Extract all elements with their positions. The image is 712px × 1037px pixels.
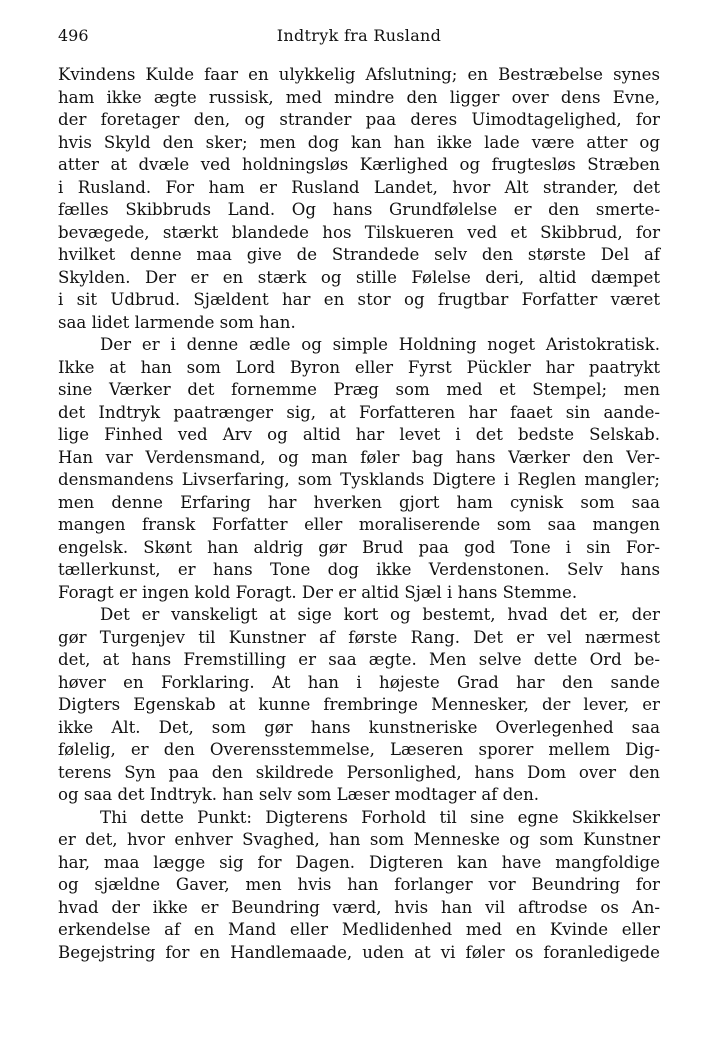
text-line: hvad der ikke er Beundring værd, hvis han vil aftrodse os An- xyxy=(58,897,660,917)
text-line: bevægede, stærkt blandede hos Tilskueren ved et Skibbrud, for xyxy=(58,222,660,242)
text-line: hvis Skyld den sker; men dog kan han ikke lade være atter og xyxy=(58,132,660,152)
text-line: Begejstring for en Handlemaade, uden at vi føler os foranledigede xyxy=(58,942,660,962)
text-line: og sjældne Gaver, men hvis han forlanger vor Beundring for xyxy=(58,875,660,894)
text-line: fælles Skibbruds Land. Og hans Grundfølelse er den smerte- xyxy=(58,200,660,219)
body-text xyxy=(58,64,660,964)
text-line: det Indtryk paatrænger sig, at Forfatteren har faaet sin aande- xyxy=(58,402,660,422)
text-line: lige Finhed ved Arv og altid har levet i det bedste Selskab. xyxy=(58,425,660,444)
text-line: det, at hans Fremstilling er saa ægte. Men selve dette Ord be- xyxy=(58,650,660,669)
text-line: Digters Egenskab at kunne frembringe Mennesker, der lever, er xyxy=(58,695,660,714)
text-line: Kvindens Kulde faar en ulykkelig Afslutning; en Bestræbelse synes xyxy=(58,65,660,84)
text-line: Skylden. Der er en stærk og stille Følelse deri, altid dæmpet xyxy=(58,267,660,287)
text-line: mangen fransk Forfatter eller moraliserende som saa mangen xyxy=(58,515,660,534)
text-line: terens Syn paa den skildrede Personlighed, hans Dom over den xyxy=(58,762,660,782)
text-line: og saa det Indtryk. han selv som Læser modtager af den. xyxy=(58,785,540,804)
text-line: følelig, er den Overensstemmelse, Læseren sporer mellem Dig- xyxy=(58,740,660,759)
text-line: hvilket denne maa give de Strandede selv den største Del af xyxy=(58,245,660,264)
text-line: sine Værker det fornemme Præg som med et Stempel; men xyxy=(58,380,660,399)
text-line: er det, hvor enhver Svaghed, han som Menneske og som Kunstner xyxy=(58,830,660,849)
text-line: densmandens Livserfaring, som Tysklands Digtere i Reglen mangler; xyxy=(58,470,660,489)
text-line: saa lidet larmende som han. xyxy=(58,312,296,332)
text-line: atter at dvæle ved holdningsløs Kærlighed og frugtesløs Stræben xyxy=(58,155,660,174)
text-line: engelsk. Skønt han aldrig gør Brud paa god Tone i sin For- xyxy=(58,537,660,557)
page-header xyxy=(58,26,660,50)
text-line: ham ikke ægte russisk, med mindre den ligger over dens Evne, xyxy=(58,87,660,107)
text-line: tællerkunst, er hans Tone dog ikke Verdenstonen. Selv hans xyxy=(58,560,660,579)
running-title: Indtryk fra Rusland xyxy=(276,26,442,45)
text-line: erkendelse af en Mand eller Medlidenhed med en Kvinde eller xyxy=(58,920,660,939)
text-line: men denne Erfaring har hverken gjort ham cynisk som saa xyxy=(58,492,660,512)
text-line: i Rusland. For ham er Rusland Landet, hvor Alt strander, det xyxy=(58,177,660,197)
text-line: Ikke at han som Lord Byron eller Fyrst Pückler har paatrykt xyxy=(58,357,660,377)
text-line: gør Turgenjev til Kunstner af første Rang. Det er vel nærmest xyxy=(58,627,660,647)
text-line: ikke Alt. Det, som gør hans kunstneriske Overlegenhed saa xyxy=(58,717,660,737)
page-number: 496 xyxy=(58,26,89,45)
text-line: høver en Forklaring. At han i højeste Grad har den sande xyxy=(58,672,660,692)
text-line: Thi dette Punkt: Digterens Forhold til sine egne Skikkelser xyxy=(100,807,660,827)
text-line: i sit Udbrud. Sjældent har en stor og frugtbar Forfatter været xyxy=(58,290,660,309)
text-line: Han var Verdensmand, og man føler bag hans Værker den Ver- xyxy=(58,447,660,467)
text-line: har, maa lægge sig for Dagen. Digteren kan have mangfoldige xyxy=(58,852,660,872)
text-line: der foretager den, og strander paa deres Uimodtagelighed, for xyxy=(58,110,660,129)
text-line: Foragt er ingen kold Foragt. Der er altid Sjæl i hans Stemme. xyxy=(58,582,578,602)
text-line: Der er i denne ædle og simple Holdning noget Aristokratisk. xyxy=(100,335,660,354)
text-line: Det er vanskeligt at sige kort og bestemt, hvad det er, der xyxy=(100,605,660,624)
